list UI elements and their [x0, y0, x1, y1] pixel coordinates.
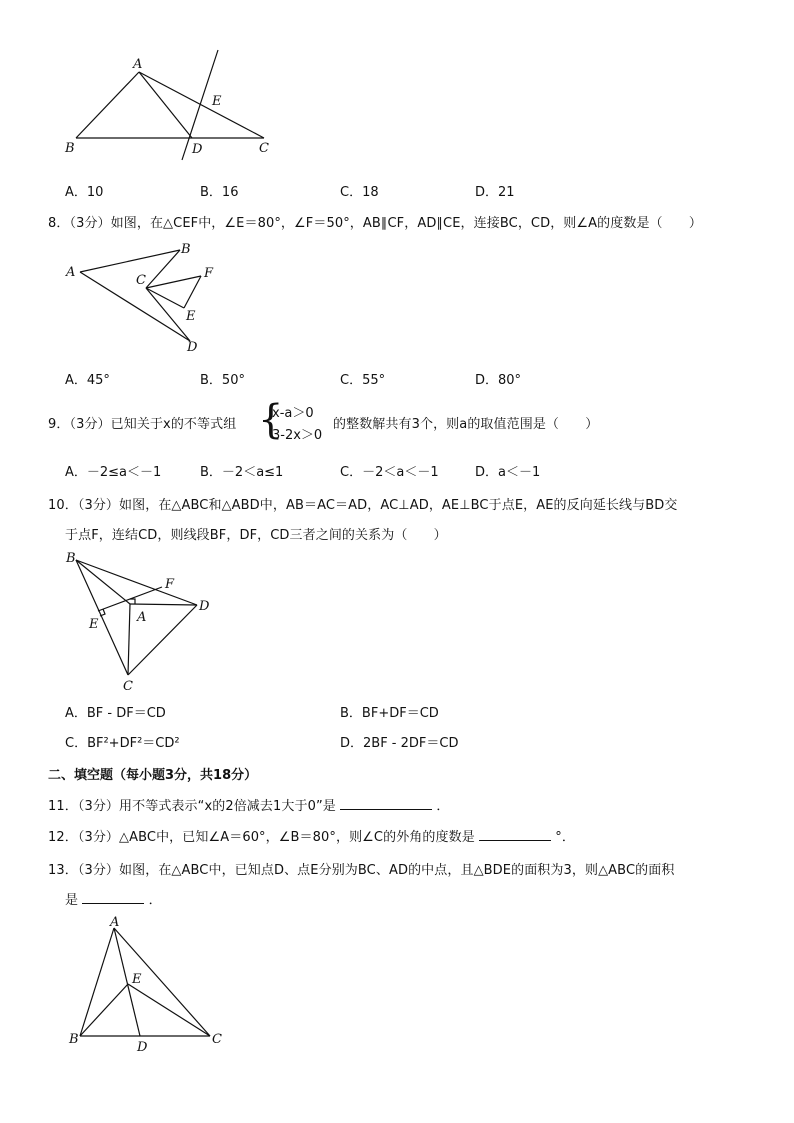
q7-label-d: D [192, 142, 203, 157]
q10-question-text-line1: 10．（3分）如图，在△ABC和△ABD中，AB＝AC＝AD，AC⊥AD，AE⊥BC于点E，AE的反向延长线与BD交 [48, 498, 678, 513]
q10-question-text-line2: 于点F，连结CD，则线段BF，DF，CD三者之间的关系为（ ） [65, 528, 447, 543]
q8-label-b: B [181, 242, 191, 257]
q8-label-e: E [186, 309, 196, 324]
q12-text-after: °． [555, 830, 575, 845]
q13-label-b: B [69, 1032, 79, 1047]
q7-option-c[interactable]: C．18 [340, 185, 379, 200]
q13-label-d: D [137, 1040, 148, 1055]
q13-text-before: 是 [65, 893, 79, 908]
q9-question-text-before: 9．（3分）已知关于x的不等式组 [48, 417, 237, 432]
q10-label-b: B [66, 551, 76, 566]
q7-label-a: A [133, 57, 143, 72]
q13-segment-be [80, 984, 128, 1036]
q7-label-e: E [212, 94, 222, 109]
q7-option-a[interactable]: A．10 [65, 185, 104, 200]
q8-option-d[interactable]: D．80° [475, 373, 522, 388]
q8-option-b[interactable]: B．50° [200, 373, 245, 388]
q8-option-a[interactable]: A．45° [65, 373, 110, 388]
q13-label-e: E [132, 972, 142, 987]
q12-text-before: 12．（3分）△ABC中，已知∠A＝60°，∠B＝80°，则∠C的外角的度数是 [48, 830, 475, 845]
q13-label-c: C [212, 1032, 222, 1047]
section-2-title: 二、填空题（每小题3分，共18分） [48, 768, 258, 783]
q8-label-a: A [66, 265, 76, 280]
q7-option-d[interactable]: D．21 [475, 185, 515, 200]
q9-question-text-after: 的整数解共有3个，则a的取值范围是（ ） [333, 417, 599, 432]
q13-label-a: A [110, 915, 120, 930]
q11-text-before: 11．（3分）用不等式表示“x的2倍减去1大于0”是 [48, 799, 336, 814]
q8-option-c[interactable]: C．55° [340, 373, 386, 388]
q10-label-d: D [199, 599, 210, 614]
q10-label-a: A [137, 610, 147, 625]
q9-brace-icon: { [258, 397, 284, 443]
q13-segment-ec [128, 984, 210, 1036]
q11-text-after: ． [436, 799, 450, 814]
q10-option-c[interactable]: C．BF²+DF²＝CD² [65, 736, 180, 751]
q8-label-d: D [187, 340, 198, 355]
q8-label-f: F [204, 266, 214, 281]
q9-option-b[interactable]: B．－2＜a≤1 [200, 465, 284, 480]
q13-segment-ac [114, 928, 210, 1036]
q7-option-b[interactable]: B．16 [200, 185, 239, 200]
q13-segment-ab [80, 928, 114, 1036]
q10-option-a[interactable]: A．BF - DF＝CD [65, 706, 166, 721]
q9-option-d[interactable]: D．a＜－1 [475, 465, 541, 480]
q9-system-line-2: 3-2x＞0 [272, 428, 323, 443]
q10-label-c: C [123, 679, 133, 694]
q10-label-e: E [89, 617, 99, 632]
q13-question-text-line1: 13．（3分）如图，在△ABC中，已知点D、点E分别为BC、AD的中点，且△BDE的面积为3，则△ABC的面积 [48, 863, 675, 878]
q13-text-after: ． [148, 893, 162, 908]
q10-label-f: F [165, 577, 175, 592]
q9-option-c[interactable]: C．－2＜a＜－1 [340, 465, 439, 480]
q7-label-b: B [65, 141, 75, 156]
q9-option-a[interactable]: A．－2≤a＜－1 [65, 465, 162, 480]
q8-question-text: 8．（3分）如图，在△CEF中，∠E＝80°，∠F＝50°，AB∥CF，AD∥CE，连接BC，CD，则∠A的度数是（ ） [48, 216, 702, 231]
q8-label-c: C [136, 273, 146, 288]
q9-system-line-1: x-a＞0 [272, 406, 314, 421]
q7-label-c: C [259, 141, 269, 156]
q10-option-d[interactable]: D．2BF - 2DF＝CD [340, 736, 459, 751]
q10-option-b[interactable]: B．BF+DF＝CD [340, 706, 439, 721]
